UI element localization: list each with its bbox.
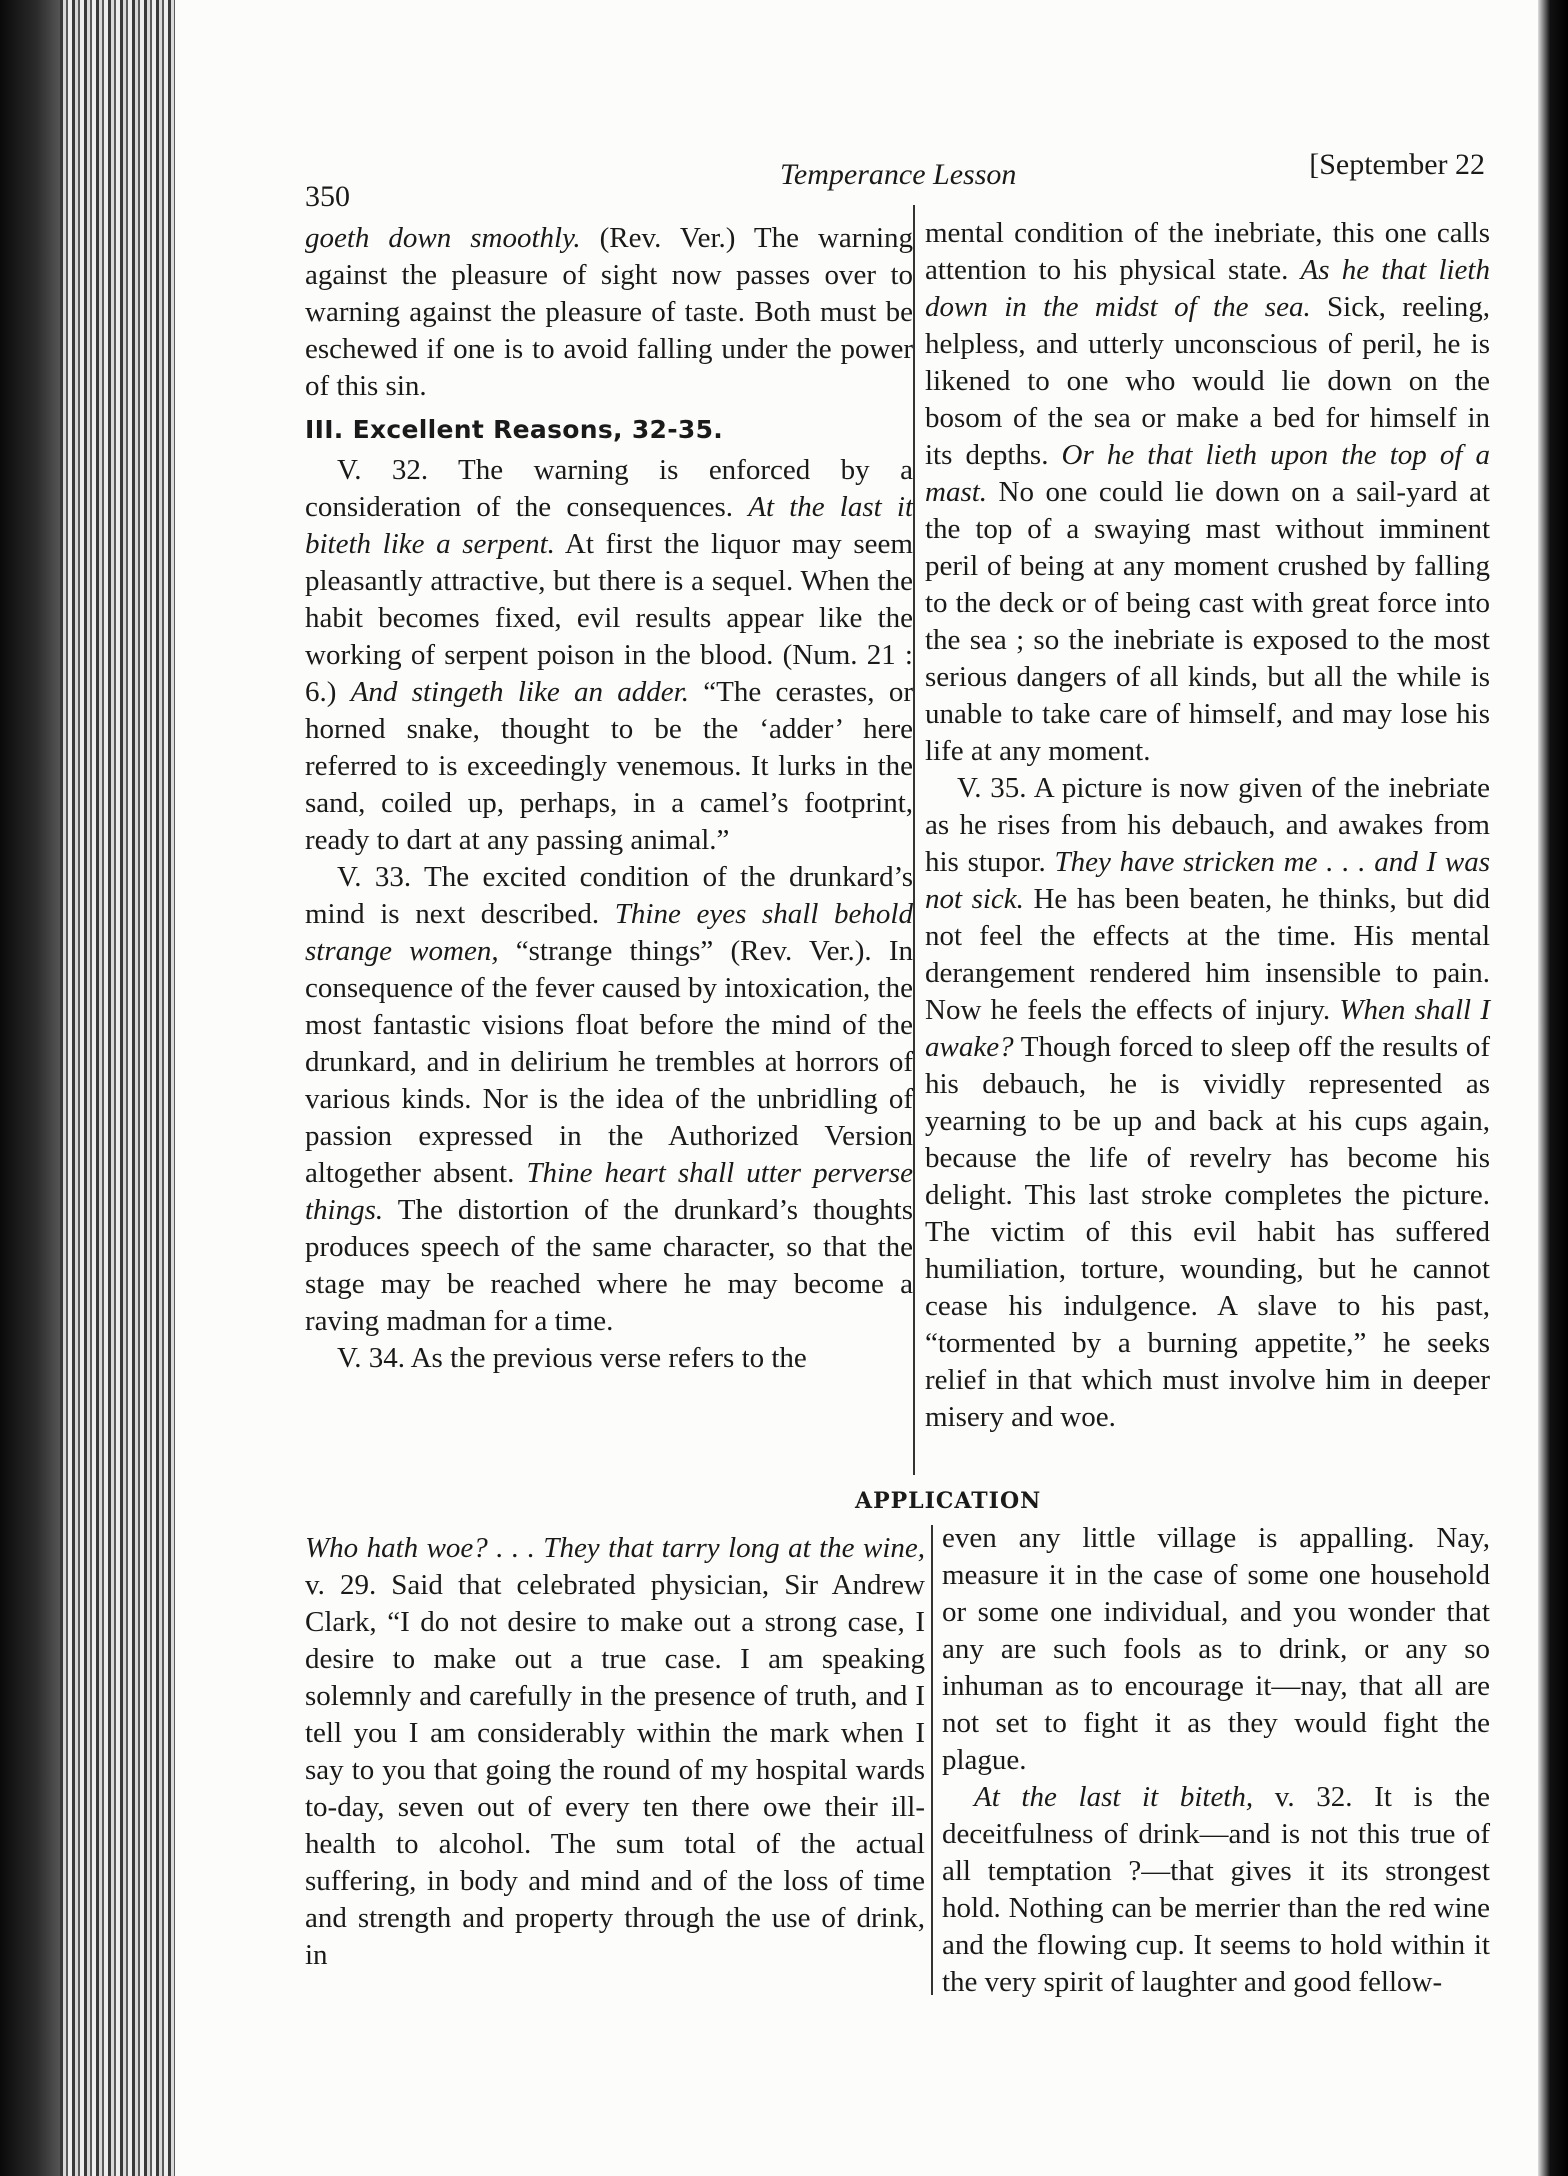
- paragraph-text: “The cerastes, or horned snake, thought to be the ‘adder’ here referred to is exceedingly venemous. It lurks in the sand, coiled up, perhaps, in a camel’s footprint, ready to dart at any passing animal.”: [305, 676, 913, 856]
- paragraph-text: v. 29. Said that celebrated physician, Sir Andrew Clark, “I do not desire to make out a strong case, I desire to make out a true case. I am speaking solemnly and carefully in the presence of truth, and I tell you I am considerably within the mark when I say to you that going the round of my hospital wards to-day, seven out of every ten there owe their ill-health to alcohol. The sum total of the actual suffering, in body and mind and of the loss of time and strength and property through the use of drink, in: [305, 1569, 925, 1971]
- header-date: [September 22: [1309, 148, 1485, 181]
- book-page-edges: [60, 0, 175, 2176]
- paragraph-text: He has been beaten, he thinks, but did not feel the effects at the time. His mental derangement rendered him insensible to pain. Now he feels the effects of injury.: [925, 883, 1490, 1026]
- paragraph-text: Though forced to sleep off the results of his debauch, he is vividly represented as yearning to be up and back at his cups again, because the life of revelry has become his delight. This last stroke completes the picture. The victim of this evil habit has suffered humiliation, torture, wounding, but he cannot cease his indulgence. A slave to his past, “tormented by a burning appetite,” he seeks relief in that which must involve him in deeper misery and woe.: [925, 1031, 1490, 1433]
- scripture-quote: At the last it biteth,: [974, 1781, 1254, 1813]
- book-right-edge: [1538, 0, 1568, 2176]
- scripture-quote: And stingeth like an adder.: [350, 676, 689, 708]
- paragraph-text: The distortion of the drunkard’s thoughts produces speech of the same character, so that the stage may be reached where he may become a raving madman for a time.: [305, 1194, 913, 1337]
- scripture-quote: When shall I awake?: [925, 994, 1490, 1063]
- application-heading: APPLICATION: [855, 1488, 1042, 1514]
- column-left-lower: [305, 1530, 925, 1974]
- page-header: [305, 140, 1485, 213]
- scripture-quote: Who hath woe? . . . They that tarry long at the wine,: [305, 1532, 925, 1564]
- paragraph: [925, 215, 1490, 770]
- scripture-quote: goeth down smoothly.: [305, 222, 581, 254]
- running-title: Temperance Lesson: [780, 158, 1017, 191]
- scripture-quote: Thine heart shall utter perverse things.: [305, 1157, 913, 1226]
- paragraph: [305, 1340, 913, 1377]
- paragraph-lead: V. 34. As the previous verse refers to the: [337, 1342, 807, 1374]
- paragraph-text: No one could lie down on a sail-yard at the top of a swaying mast without imminent peril of being at any moment crushed by falling to the deck or of being cast with great force into the sea ; so the inebriate is exposed to the most serious dangers of all kinds, but all the while is unable to take care of himself, and may lose his life at any moment.: [925, 476, 1490, 767]
- paragraph-text: v. 32. It is the deceitfulness of drink—and is not this true of all temptation ?—that gives it its strongest hold. Nothing can be merrier than the red wine and the flowing cup. It seems to hold within it the very spirit of laughter and good fellow-: [942, 1781, 1490, 1998]
- paragraph: [305, 859, 913, 1340]
- column-rule: [913, 205, 915, 1475]
- paragraph: [305, 220, 913, 405]
- paragraph-text: At first the liquor may seem pleasantly attractive, but there is a sequel. When the habit becomes fixed, evil results appear like the working of serpent poison in the blood. (Num. 21 : 6.): [305, 528, 913, 708]
- paragraph-text: Sick, reeling, helpless, and utterly unconscious of peril, he is likened to one who would lie down on the bosom of the sea or make a bed for himself in its depths.: [925, 291, 1490, 471]
- paragraph: [942, 1520, 1490, 1779]
- paragraph-lead: V. 32. The warning is enforced by a consideration of the consequences.: [305, 454, 913, 523]
- paragraph-lead: mental condition of the inebriate, this one calls attention to his physical state.: [925, 217, 1490, 286]
- book-binding-shadow: [0, 0, 60, 2176]
- paragraph-lead: V. 33. The excited condition of the drunkard’s mind is next described.: [305, 861, 913, 930]
- paragraph: [942, 1779, 1490, 2001]
- paragraph-lead: even any little village is appalling. Nay, measure it in the case of some one household or some one individual, and you wonder that any are such fools as to drink, or any so inhuman as to encourage it—nay, that all are not set to fight it as they would fight the plague.: [942, 1522, 1490, 1776]
- paragraph-text: (Rev. Ver.) The warning against the pleasure of sight now passes over to warning against the pleasure of taste. Both must be eschewed if one is to avoid falling under the power of this sin.: [305, 222, 913, 402]
- column-right-lower: [942, 1520, 1490, 2001]
- section-heading: III. Excellent Reasons, 32-35.: [305, 415, 724, 444]
- page-number: 350: [305, 180, 350, 213]
- paragraph-lead: V. 35. A picture is now given of the inebriate as he rises from his debauch, and awakes from his stupor.: [925, 772, 1490, 878]
- paragraph: [305, 452, 913, 859]
- paragraph-text: “strange things” (Rev. Ver.). In consequence of the fever caused by intoxication, the most fantastic visions float before the mind of the drunkard, and in delirium he trembles at horrors of various kinds. Nor is the idea of the unbridling of passion expressed in the Authorized Version altogether absent.: [305, 935, 913, 1189]
- paragraph: [305, 1530, 925, 1974]
- scripture-quote: Or he that lieth upon the top of a mast.: [925, 439, 1490, 508]
- scripture-quote: Thine eyes shall behold strange women,: [305, 898, 913, 967]
- column-left-upper: [305, 220, 913, 1377]
- scripture-quote: They have stricken me . . . and I was not sick.: [925, 846, 1491, 915]
- column-right-upper: [925, 215, 1490, 1436]
- column-rule-application: [931, 1525, 933, 1995]
- scripture-quote: As he that lieth down in the midst of the sea.: [925, 254, 1490, 323]
- scripture-quote: At the last it biteth like a serpent.: [305, 491, 913, 560]
- paragraph: [925, 770, 1490, 1436]
